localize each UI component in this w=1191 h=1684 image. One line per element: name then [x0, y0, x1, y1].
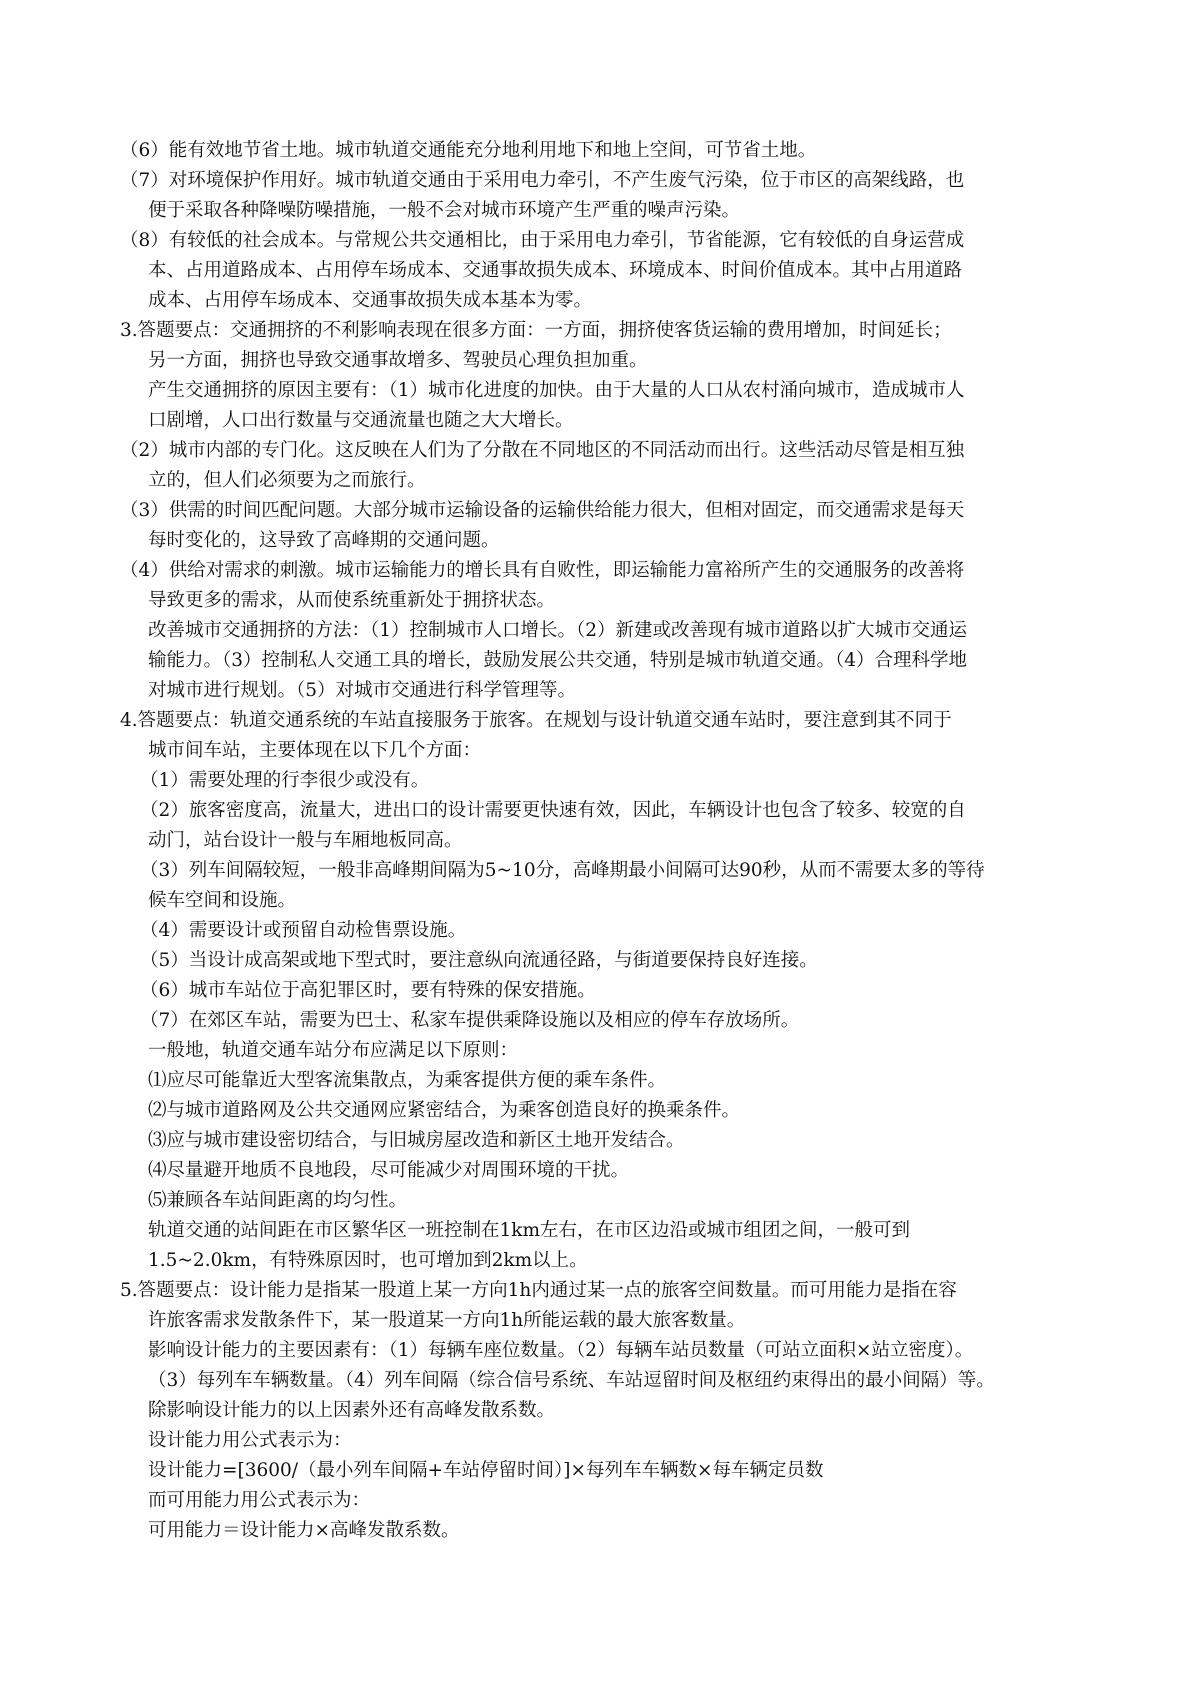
text-line: 城市间车站，主要体现在以下几个方面： — [148, 740, 482, 761]
text-line: 导致更多的需求，从而使系统重新处于拥挤状态。 — [148, 590, 556, 611]
text-line: ⑷尽量避开地质不良地段，尽可能减少对周围环境的干扰。 — [148, 1160, 630, 1181]
text-line: 5.答题要点：设计能力是指某一股道上某一方向1h内通过某一点的旅客空间数量。而可用能力是指在容 — [120, 1280, 957, 1301]
text-line: （3）列车间隔较短，一般非高峰期间隔为5~10分，高峰期最小间隔可达90秒，从而不需要太多的等待 — [140, 860, 985, 881]
text-line: （8）有较低的社会成本。与常规公共交通相比，由于采用电力牵引，节省能源，它有较低的自身运营成 — [120, 230, 965, 251]
text-line: （7）对环境保护作用好。城市轨道交通由于采用电力牵引，不产生废气污染，位于市区的高架线路，也 — [120, 170, 965, 191]
text-line: （4）需要设计或预留自动检售票设施。 — [140, 920, 467, 941]
text-line: 每时变化的，这导致了高峰期的交通问题。 — [148, 530, 500, 551]
text-line: 成本、占用停车场成本、交通事故损失成本基本为零。 — [148, 290, 593, 311]
text-line: （3）供需的时间匹配问题。大部分城市运输设备的运输供给能力很大，但相对固定，而交通需求是每天 — [120, 500, 965, 521]
text-line: 候车空间和设施。 — [148, 890, 297, 911]
text-line: 对城市进行规划。（5）对城市交通进行科学管理等。 — [148, 680, 577, 701]
text-line: 而可用能力用公式表示为： — [148, 1490, 371, 1511]
text-line: ⑶应与城市建设密切结合，与旧城房屋改造和新区土地开发结合。 — [148, 1130, 685, 1151]
text-line: （2）城市内部的专门化。这反映在人们为了分散在不同地区的不同活动而出行。这些活动尽管是相互独 — [120, 440, 965, 461]
text-line: 3.答题要点：交通拥挤的不利影响表现在很多方面：一方面，拥挤使客货运输的费用增加，时间延长； — [120, 320, 952, 341]
text-line: 影响设计能力的主要因素有：（1）每辆车座位数量。（2）每辆车站员数量（可站立面积×站立密度）。 — [148, 1340, 974, 1361]
text-line: （5）当设计成高架或地下型式时，要注意纵向流通径路，与街道要保持良好连接。 — [140, 950, 818, 971]
text-line: （7）在郊区车站，需要为巴士、私家车提供乘降设施以及相应的停车存放场所。 — [140, 1010, 800, 1031]
document-page — [120, 136, 1080, 1546]
text-line: 产生交通拥挤的原因主要有：（1）城市化进度的加快。由于大量的人口从农村涌向城市，造成城市人 — [148, 380, 965, 401]
text-line: 设计能力用公式表示为： — [148, 1430, 352, 1451]
text-line: （6）城市车站位于高犯罪区时，要有特殊的保安措施。 — [140, 980, 596, 1001]
text-line: 另一方面，拥挤也导致交通事故增多、驾驶员心理负担加重。 — [148, 350, 648, 371]
text-line: 4.答题要点：轨道交通系统的车站直接服务于旅客。在规划与设计轨道交通车站时，要注意到其不同于 — [120, 710, 952, 731]
text-line: 一般地，轨道交通车站分布应满足以下原则： — [148, 1040, 519, 1061]
text-line: 设计能力=[3600/（最小列车间隔+车站停留时间）]×每列车车辆数×每车辆定员数 — [148, 1460, 824, 1481]
text-line: 本、占用道路成本、占用停车场成本、交通事故损失成本、环境成本、时间价值成本。其中占用道路 — [148, 260, 963, 281]
text-line: 动门，站台设计一般与车厢地板同高。 — [148, 830, 463, 851]
text-line: 1.5~2.0km，有特殊原因时，也可增加到2km以上。 — [148, 1250, 588, 1271]
text-line: ⑸兼顾各车站间距离的均匀性。 — [148, 1190, 408, 1211]
text-line: 轨道交通的站间距在市区繁华区一班控制在1km左右，在市区边沿或城市组团之间，一般可到 — [148, 1220, 911, 1241]
text-line: 除影响设计能力的以上因素外还有高峰发散系数。 — [148, 1400, 556, 1421]
text-line: ⑴应尽可能靠近大型客流集散点，为乘客提供方便的乘车条件。 — [148, 1070, 667, 1091]
text-line: ⑵与城市道路网及公共交通网应紧密结合，为乘客创造良好的换乘条件。 — [148, 1100, 741, 1121]
text-line: （2）旅客密度高，流量大，进出口的设计需要更快速有效，因此，车辆设计也包含了较多、较宽的自 — [140, 800, 966, 821]
text-line: 口剧增，人口出行数量与交通流量也随之大大增长。 — [148, 410, 574, 431]
text-line: 立的，但人们必须要为之而旅行。 — [148, 470, 426, 491]
text-line: （4）供给对需求的刺激。城市运输能力的增长具有自败性，即运输能力富裕所产生的交通服务的改善将 — [120, 560, 965, 581]
text-line: 许旅客需求发散条件下，某一股道某一方向1h所能运载的最大旅客数量。 — [148, 1310, 746, 1331]
text-line: （1）需要处理的行李很少或没有。 — [140, 770, 430, 791]
text-line: 可用能力＝设计能力×高峰发散系数。 — [148, 1520, 460, 1541]
text-line: 便于采取各种降噪防噪措施，一般不会对城市环境产生严重的噪声污染。 — [148, 200, 741, 221]
text-line: 改善城市交通拥挤的方法：（1）控制城市人口增长。（2）新建或改善现有城市道路以扩大城市交通运 — [148, 620, 968, 641]
text-line: 输能力。（3）控制私人交通工具的增长，鼓励发展公共交通，特别是城市轨道交通。（4）合理科学地 — [148, 650, 968, 671]
text-line: （6）能有效地节省土地。城市轨道交通能充分地利用地下和地上空间，可节省土地。 — [120, 140, 817, 161]
text-line: （3）每列车车辆数量。（4）列车间隔（综合信号系统、车站逗留时间及枢纽约束得出的最小间隔）等。 — [148, 1370, 995, 1391]
